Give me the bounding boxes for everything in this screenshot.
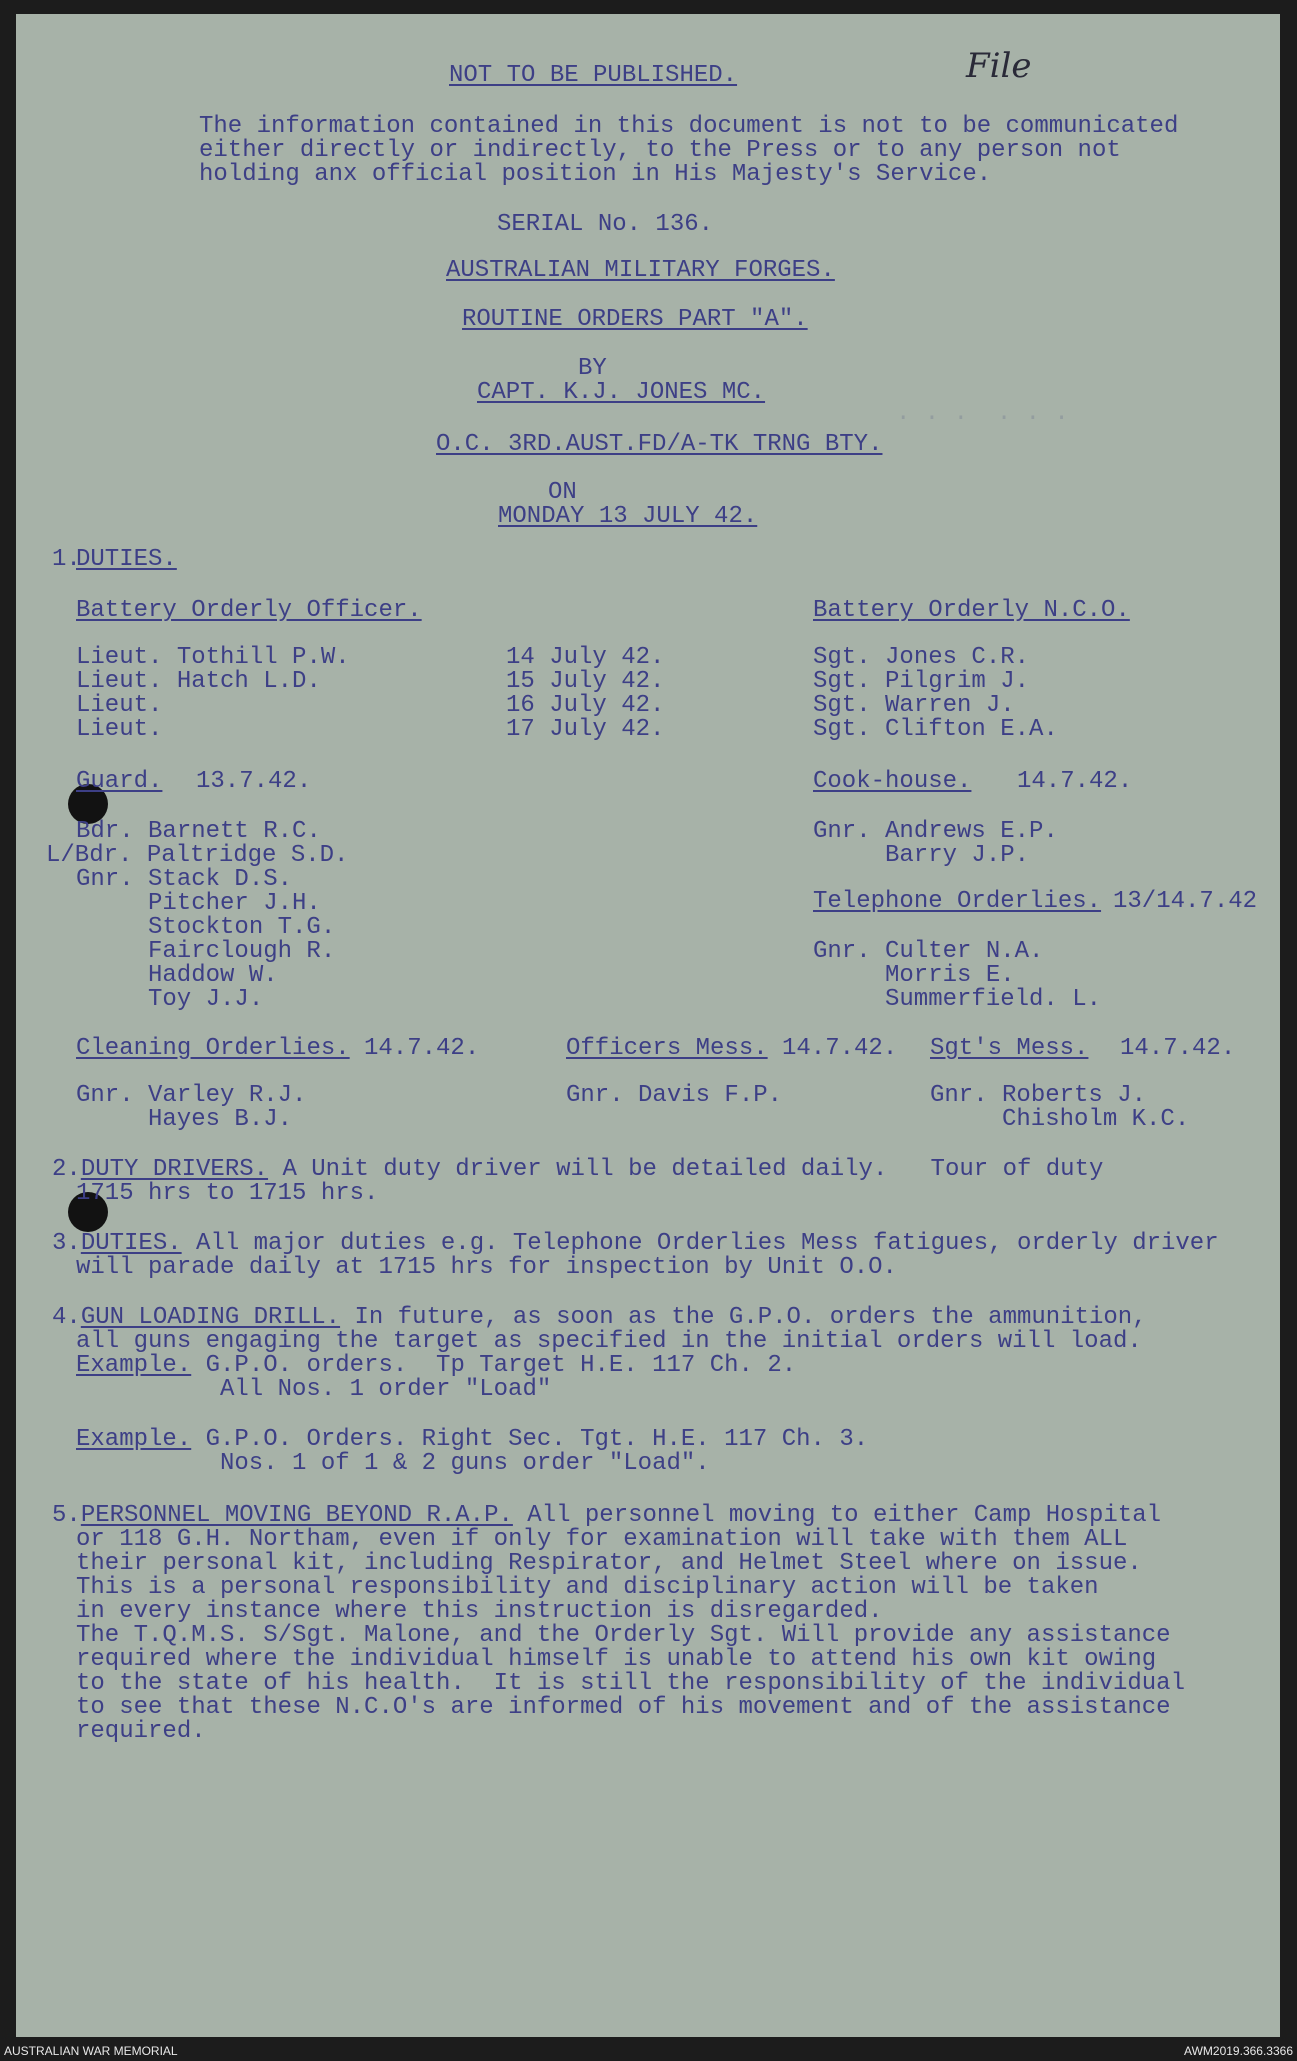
item-5-heading: PERSONNEL MOVING BEYOND R.A.P. xyxy=(80,1502,513,1529)
officers-mess-title: Officers Mess. xyxy=(566,1035,768,1062)
footer-right-reference: AWM2019.366.3366 xyxy=(1184,2044,1293,2058)
orderly-nco-title: Battery Orderly N.C.O. xyxy=(813,597,1130,624)
item-2 xyxy=(52,1158,1103,1182)
cookhouse-member: Gnr. Andrews E.P. xyxy=(813,818,1058,845)
example-1-text: G.P.O. orders. Tp Target H.E. 117 Ch. 2. xyxy=(191,1352,797,1379)
serial-number: SERIAL No. 136. xyxy=(497,211,714,238)
section-1-number: 1. xyxy=(52,546,81,573)
sgts-mess-title: Sgt's Mess. xyxy=(930,1035,1089,1062)
orderly-officer-title: Battery Orderly Officer. xyxy=(76,597,422,624)
guard-member: L/Bdr. Paltridge S.D. xyxy=(46,842,349,869)
notice-line-3: holding anx official position in His Majesty's Service. xyxy=(199,161,992,188)
orderly-officer-date: 16 July 42. xyxy=(506,692,665,719)
example-2-line: Nos. 1 of 1 & 2 guns order "Load". xyxy=(220,1450,710,1477)
item-5-line: required where the individual himself is unable to attend his own kit owing xyxy=(76,1646,1157,1673)
cleaning-member: Hayes B.J. xyxy=(148,1106,293,1133)
force-title: AUSTRALIAN MILITARY FORGES. xyxy=(446,257,835,284)
example-2-text: G.P.O. Orders. Right Sec. Tgt. H.E. 117 Ch. 3. xyxy=(191,1426,869,1453)
item-2-heading: DUTY DRIVERS. xyxy=(80,1156,269,1183)
telephone-date: 13/14.7.42 xyxy=(1113,888,1258,915)
orderly-officer-name: Lieut. Hatch L.D. xyxy=(76,668,321,695)
item-3-heading: DUTIES. xyxy=(80,1230,182,1257)
cleaning-member: Gnr. Varley R.J. xyxy=(76,1082,307,1109)
orderly-nco-name: Sgt. Clifton E.A. xyxy=(813,716,1058,743)
cookhouse-member: Barry J.P. xyxy=(885,842,1030,869)
officer-name: CAPT. K.J. JONES MC. xyxy=(477,379,766,406)
footer-left-credit: AUSTRALIAN WAR MEMORIAL xyxy=(4,2044,178,2058)
telephone-title: Telephone Orderlies. xyxy=(813,888,1102,915)
cleaning-date: 14.7.42. xyxy=(364,1035,480,1062)
order-date: MONDAY 13 JULY 42. xyxy=(498,503,758,530)
orderly-nco-name: Sgt. Jones C.R. xyxy=(813,644,1030,671)
guard-member: Toy J.J. xyxy=(148,986,264,1013)
item-5-number: 5. xyxy=(52,1502,81,1529)
item-5-line: The T.Q.M.S. S/Sgt. Malone, and the Orderly Sgt. Will provide any assistance xyxy=(76,1622,1171,1649)
example-1 xyxy=(76,1354,796,1378)
restriction-heading: NOT TO BE PUBLISHED. xyxy=(449,62,738,89)
item-5-line: in every instance where this instruction is disregarded. xyxy=(76,1598,883,1625)
document-page xyxy=(16,14,1280,2037)
item-4-heading: GUN LOADING DRILL. xyxy=(80,1304,341,1331)
item-3-text: All major duties e.g. Telephone Orderlies Mess fatigues, orderly driver xyxy=(181,1230,1219,1257)
guard-member: Bdr. Barnett R.C. xyxy=(76,818,321,845)
item-4 xyxy=(52,1306,1147,1330)
item-4-number: 4. xyxy=(52,1304,81,1331)
telephone-member: Morris E. xyxy=(885,962,1015,989)
orderly-officer-name: Lieut. xyxy=(76,692,163,719)
cookhouse-date: 14.7.42. xyxy=(1017,768,1133,795)
item-3 xyxy=(52,1232,1219,1256)
orderly-officer-date: 15 July 42. xyxy=(506,668,665,695)
item-5-text: All personnel moving to either Camp Hospital xyxy=(512,1502,1161,1529)
guard-title: Guard. xyxy=(76,768,163,795)
orders-title: ROUTINE ORDERS PART "A". xyxy=(462,306,808,333)
guard-member: Fairclough R. xyxy=(148,938,336,965)
item-3-number: 3. xyxy=(52,1230,81,1257)
notice-line-1: The information contained in this document is not to be communicated xyxy=(199,113,1179,140)
by-label: BY xyxy=(578,355,607,382)
cleaning-title: Cleaning Orderlies. xyxy=(76,1035,350,1062)
sgts-mess-date: 14.7.42. xyxy=(1120,1035,1236,1062)
item-3-line: will parade daily at 1715 hrs for inspection by Unit O.O. xyxy=(76,1254,897,1281)
item-2-number: 2. xyxy=(52,1156,81,1183)
example-label: Example. xyxy=(76,1352,192,1379)
item-5-line: to the state of his health. It is still the responsibility of the individual xyxy=(76,1670,1185,1697)
orderly-officer-date: 14 July 42. xyxy=(506,644,665,671)
item-5-line: their personal kit, including Respirator, and Helmet Steel where on issue. xyxy=(76,1550,1142,1577)
orderly-officer-name: Lieut. Tothill P.W. xyxy=(76,644,350,671)
orderly-nco-name: Sgt. Warren J. xyxy=(813,692,1015,719)
telephone-member: Gnr. Culter N.A. xyxy=(813,938,1044,965)
sgts-mess-member: Gnr. Roberts J. xyxy=(930,1082,1147,1109)
guard-member: Gnr. Stack D.S. xyxy=(76,866,293,893)
cookhouse-title: Cook-house. xyxy=(813,768,972,795)
unit-name: O.C. 3RD.AUST.FD/A-TK TRNG BTY. xyxy=(436,431,883,458)
orderly-officer-name: Lieut. xyxy=(76,716,163,743)
guard-member: Haddow W. xyxy=(148,962,278,989)
telephone-member: Summerfield. L. xyxy=(885,986,1102,1013)
item-4-line: all guns engaging the target as specified in the initial orders will load. xyxy=(76,1328,1142,1355)
orderly-officer-date: 17 July 42. xyxy=(506,716,665,743)
item-5-line: required. xyxy=(76,1718,206,1745)
item-5-line: This is a personal responsibility and disciplinary action will be taken xyxy=(76,1574,1099,1601)
example-2 xyxy=(76,1428,868,1452)
item-2-text: A Unit duty driver will be detailed daily. Tour of duty xyxy=(268,1156,1104,1183)
example-1-line: All Nos. 1 order "Load" xyxy=(220,1376,552,1403)
guard-date: 13.7.42. xyxy=(196,768,312,795)
section-1-heading: DUTIES. xyxy=(76,546,177,573)
on-label: ON xyxy=(548,479,577,506)
handwritten-file-note: File xyxy=(966,46,1032,86)
officers-mess-member: Gnr. Davis F.P. xyxy=(566,1082,783,1109)
guard-member: Pitcher J.H. xyxy=(148,890,321,917)
example-label: Example. xyxy=(76,1426,192,1453)
item-2-line: 1715 hrs to 1715 hrs. xyxy=(76,1180,379,1207)
notice-line-2: either directly or indirectly, to the Press or to any person not xyxy=(199,137,1121,164)
item-5 xyxy=(52,1504,1161,1528)
item-5-line: to see that these N.C.O's are informed of his movement and of the assistance xyxy=(76,1694,1171,1721)
officers-mess-date: 14.7.42. xyxy=(782,1035,898,1062)
item-4-text: In future, as soon as the G.P.O. orders the ammunition, xyxy=(340,1304,1147,1331)
orderly-nco-name: Sgt. Pilgrim J. xyxy=(813,668,1030,695)
sgts-mess-member: Chisholm K.C. xyxy=(1002,1106,1190,1133)
show-through-text: . . . . . . xyxy=(896,400,1069,427)
item-5-line: or 118 G.H. Northam, even if only for examination will take with them ALL xyxy=(76,1526,1128,1553)
guard-member: Stockton T.G. xyxy=(148,914,336,941)
